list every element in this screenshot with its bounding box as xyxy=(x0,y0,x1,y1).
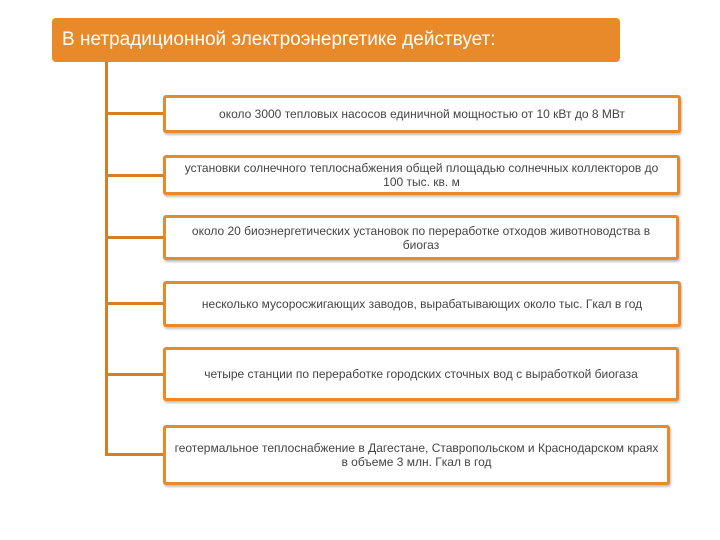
item-box-6 xyxy=(163,425,670,485)
connector-branch-1 xyxy=(105,112,165,115)
item-box-4 xyxy=(163,281,681,327)
item-text-1: около 3000 тепловых насосов единичной мощностью от 10 кВт до 8 МВт xyxy=(219,107,625,121)
item-text-4: несколько мусоросжигающих заводов, вырабатывающих около тыс. Гкал в год xyxy=(201,297,643,311)
connector-branch-2 xyxy=(105,174,165,177)
connector-branch-3 xyxy=(105,236,165,239)
item-box-3 xyxy=(163,215,679,260)
item-box-2 xyxy=(163,155,680,195)
connector-branch-5 xyxy=(105,373,165,376)
item-box-1 xyxy=(163,95,681,133)
connector-trunk xyxy=(105,62,108,456)
item-box-5 xyxy=(163,347,679,401)
connector-branch-4 xyxy=(105,302,165,305)
item-text-3: около 20 биоэнергетических установок по переработке отходов животноводства в биогаз xyxy=(191,223,651,252)
item-text-6: геотермальное теплоснабжение в Дагестане, Ставропольском и Краснодарском краях в объеме 3 млн. Гкал в год xyxy=(174,441,659,469)
header-title: В нетрадиционной электроэнергетике действует: xyxy=(52,18,620,62)
item-text-5: четыре станции по переработке городских сточных вод с выработкой биогаза xyxy=(204,367,638,381)
connector-branch-6 xyxy=(105,453,165,456)
item-text-2: установки солнечного теплоснабжения общей площадью солнечных коллекторов до 100 тыс. кв. м xyxy=(184,161,659,189)
